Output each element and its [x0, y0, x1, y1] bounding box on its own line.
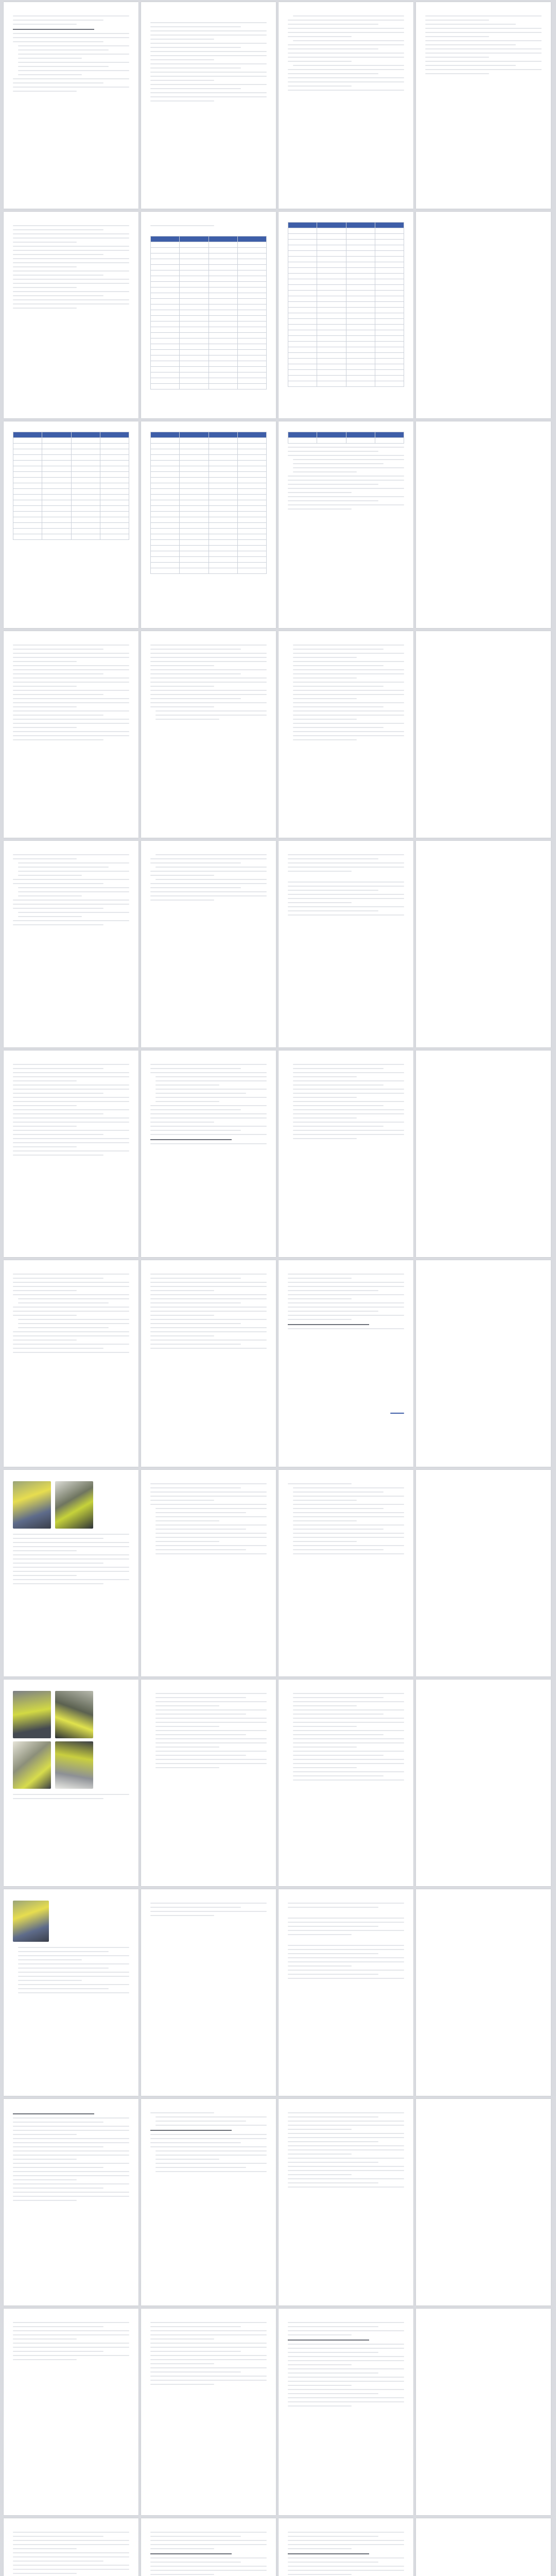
site-photo — [13, 1901, 49, 1942]
document-page[interactable] — [416, 212, 551, 418]
document-page[interactable] — [141, 212, 276, 418]
page-row — [4, 2, 552, 209]
section-heading — [288, 876, 404, 878]
page-row — [4, 212, 552, 418]
document-page[interactable] — [279, 2518, 413, 2576]
document-page[interactable] — [4, 2518, 138, 2576]
document-page[interactable] — [416, 1260, 551, 1467]
document-page[interactable] — [4, 2, 138, 209]
document-page[interactable] — [416, 841, 551, 1047]
table-title — [150, 230, 267, 233]
data-table — [150, 236, 267, 389]
document-page[interactable] — [4, 1470, 138, 1676]
document-page[interactable] — [279, 1680, 413, 1886]
document-page[interactable] — [141, 2518, 276, 2576]
document-page[interactable] — [141, 1050, 276, 1257]
document-page[interactable] — [4, 631, 138, 838]
data-table — [13, 432, 129, 540]
document-page[interactable] — [141, 2099, 276, 2306]
document-page[interactable] — [416, 1050, 551, 1257]
site-photo — [13, 1481, 51, 1529]
document-page[interactable] — [4, 841, 138, 1047]
page-row — [4, 2309, 552, 2515]
document-page[interactable] — [279, 2, 413, 209]
page-row — [4, 841, 552, 1047]
document-page[interactable] — [4, 212, 138, 418]
document-page[interactable] — [4, 1889, 138, 2096]
document-page[interactable] — [416, 1680, 551, 1886]
site-photo — [13, 1741, 51, 1789]
document-page[interactable] — [141, 1260, 276, 1467]
document-page[interactable] — [416, 631, 551, 838]
site-photo — [55, 1741, 93, 1789]
document-page[interactable] — [4, 1680, 138, 1886]
data-table — [150, 432, 267, 574]
page-row — [4, 1680, 552, 1886]
document-page[interactable] — [4, 2309, 138, 2515]
document-page[interactable] — [279, 841, 413, 1047]
document-page[interactable] — [4, 1260, 138, 1467]
document-page[interactable] — [141, 1470, 276, 1676]
document-page[interactable] — [416, 2, 551, 209]
document-page[interactable] — [279, 631, 413, 838]
site-photo — [55, 1691, 93, 1738]
document-page[interactable] — [416, 1889, 551, 2096]
document-page[interactable] — [279, 1889, 413, 2096]
document-page-grid — [4, 2, 552, 2576]
document-page[interactable] — [416, 2099, 551, 2306]
page-row — [4, 1260, 552, 1467]
document-page[interactable] — [416, 2309, 551, 2515]
data-table — [288, 432, 404, 444]
document-page[interactable] — [279, 2099, 413, 2306]
document-page[interactable] — [279, 1260, 413, 1467]
document-page[interactable] — [416, 1470, 551, 1676]
document-page[interactable] — [279, 1470, 413, 1676]
document-page[interactable] — [4, 421, 138, 628]
document-page[interactable] — [279, 2309, 413, 2515]
document-page[interactable] — [279, 212, 413, 418]
site-photo — [13, 1691, 51, 1738]
document-page[interactable] — [141, 1680, 276, 1886]
site-photo — [55, 1481, 93, 1529]
document-page[interactable] — [141, 421, 276, 628]
document-page[interactable] — [416, 421, 551, 628]
page-row — [4, 631, 552, 838]
page-row — [4, 2099, 552, 2306]
document-page[interactable] — [141, 2, 276, 209]
page-row — [4, 1470, 552, 1676]
page-row — [4, 1050, 552, 1257]
page-row — [4, 1889, 552, 2096]
page-row — [4, 2518, 552, 2576]
document-page[interactable] — [4, 1050, 138, 1257]
document-page[interactable] — [141, 2309, 276, 2515]
page-row — [4, 421, 552, 628]
document-page[interactable] — [416, 2518, 551, 2576]
document-page[interactable] — [279, 421, 413, 628]
section-heading — [288, 1939, 404, 1942]
data-table — [288, 222, 404, 387]
document-page[interactable] — [141, 631, 276, 838]
document-page[interactable] — [279, 1050, 413, 1257]
section-heading — [288, 1912, 404, 1914]
document-page[interactable] — [141, 841, 276, 1047]
document-page[interactable] — [4, 2099, 138, 2306]
section-heading — [150, 16, 267, 19]
document-page[interactable] — [141, 1889, 276, 2096]
